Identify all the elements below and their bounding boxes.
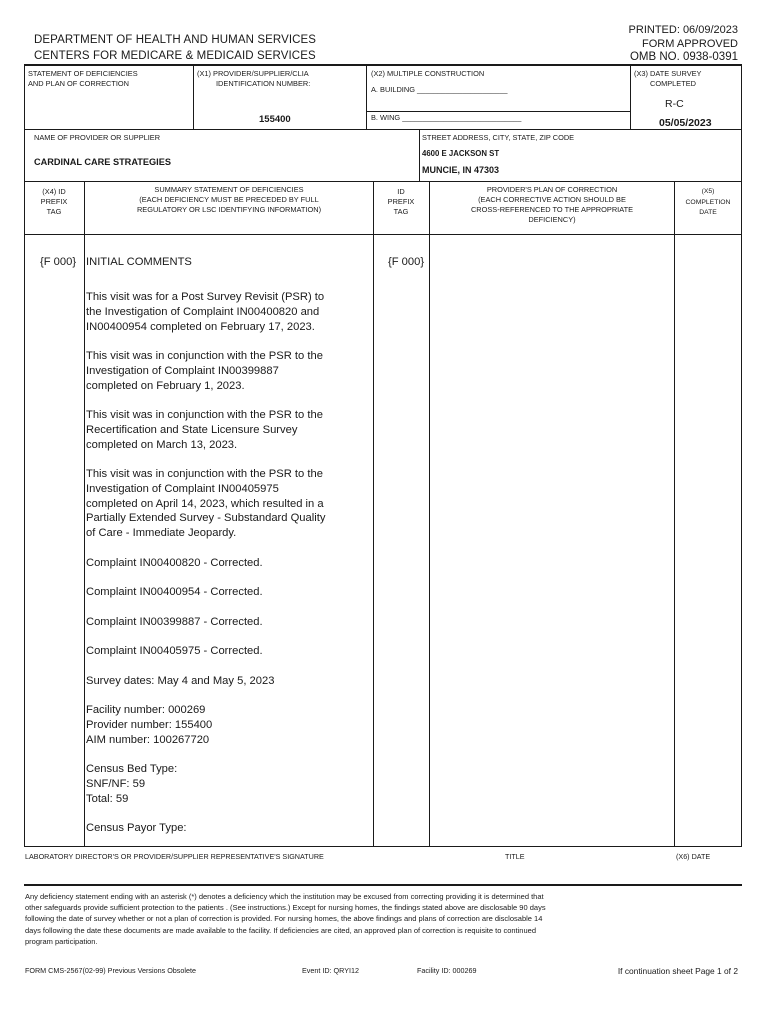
text-line: IN00400954 completed on February 17, 2023. — [86, 320, 315, 333]
disclaimer-line: following the date of survey whether or not a plan of correction is provided. For nursing homes, the above findings and plans of correction are disclosable 14 — [25, 914, 543, 924]
page-indicator: If continuation sheet Page 1 of 2 — [617, 966, 738, 976]
text-line: Survey dates: May 4 and May 5, 2023 — [86, 675, 275, 687]
grid-line — [419, 129, 420, 181]
grid-line — [193, 64, 194, 129]
text-line: This visit was in conjunction with the PSR to the — [86, 468, 323, 480]
entry-title: INITIAL COMMENTS — [86, 256, 192, 268]
id-header — [373, 187, 429, 217]
x1-label-line: IDENTIFICATION NUMBER: — [216, 79, 311, 88]
grid-line — [24, 129, 742, 130]
event-id: Event ID: QRYI12 — [302, 966, 359, 975]
plan-header-line: (EACH CORRECTIVE ACTION SHOULD BE — [478, 195, 626, 204]
completion-header-line: (X5) — [701, 188, 715, 195]
building-field: A. BUILDING ______________________ — [371, 85, 508, 94]
text-line: the Investigation of Complaint IN00400820 and — [86, 305, 320, 318]
facility-numbers — [86, 703, 346, 747]
id-header-line: PREFIX — [387, 197, 415, 206]
text-line: This visit was in conjunction with the PSR to the — [86, 350, 323, 362]
omb-number: OMB NO. 0938-0391 — [629, 51, 738, 63]
grid-line — [24, 846, 742, 847]
census-payor-type — [86, 821, 346, 836]
survey-completed-date: 05/05/2023 — [659, 117, 712, 129]
x2-label: (X2) MULTIPLE CONSTRUCTION — [371, 69, 485, 78]
text-line: Provider number: 155400 — [86, 718, 213, 731]
printed-date: PRINTED: 06/09/2023 — [628, 24, 738, 36]
signature-label: LABORATORY DIRECTOR'S OR PROVIDER/SUPPLIER REPRESENTATIVE'S SIGNATURE — [25, 852, 324, 861]
x4-header-line: TAG — [46, 207, 62, 216]
summary-header-line: REGULATORY OR LSC IDENTIFYING INFORMATION) — [136, 205, 322, 214]
disclaimer-line: other safeguards provide sufficient protection to the patients . (See instructions.) Except for nursing homes, the findings stated above are disclosable 90 days — [25, 903, 546, 913]
text-line: Recertification and State Licensure Survey — [86, 423, 298, 436]
id-header-line: TAG — [393, 207, 409, 216]
grid-line — [84, 181, 85, 846]
text-line: of Care - Immediate Jeopardy. — [86, 527, 237, 540]
provider-name: CARDINAL CARE STRATEGIES — [34, 157, 171, 167]
completion-header-line: COMPLETION — [685, 198, 731, 206]
x1-label — [197, 69, 363, 89]
x3-label — [634, 69, 702, 89]
text-line: completed on March 13, 2023. — [86, 438, 238, 451]
completion-header-line: DATE — [699, 209, 717, 216]
summary-header — [85, 185, 373, 215]
grid-line — [24, 181, 742, 182]
disclaimer-line: days following the date these documents are made available to the facility. If deficiencies are cited, an approved plan of correction is requisite to continued — [25, 925, 536, 935]
grid-line — [24, 234, 742, 235]
text-line: SNF/NF: 59 — [86, 777, 146, 790]
left-prefix-tag: {F 000} — [40, 256, 77, 268]
complaint-status — [86, 644, 346, 659]
plan-header-line: PROVIDER'S PLAN OF CORRECTION — [486, 185, 618, 194]
signature-date-label: (X6) DATE — [676, 852, 711, 861]
completion-date-header — [675, 187, 741, 219]
paragraph-psr-intro — [86, 290, 346, 334]
x4-header-line: PREFIX — [40, 197, 68, 206]
text-line: This visit was for a Post Survey Revisit (PSR) to — [86, 291, 325, 303]
text-line: Complaint IN00399887 - Corrected. — [86, 616, 263, 628]
disclaimer-text — [25, 891, 546, 947]
city-state-zip: MUNCIE, IN 47303 — [422, 165, 500, 175]
text-line: Complaint IN00400954 - Corrected. — [86, 586, 263, 598]
summary-header-line: (EACH DEFICIENCY MUST BE PRECEDED BY FULL — [139, 195, 319, 204]
right-prefix-tag: {F 000} — [388, 256, 425, 268]
title-label: TITLE — [505, 852, 525, 861]
form-id: FORM CMS-2567(02-99) Previous Versions Obsolete — [25, 966, 196, 975]
grid-line — [373, 181, 374, 846]
statement-label-line: AND PLAN OF CORRECTION — [28, 79, 130, 88]
survey-code: R-C — [665, 98, 684, 110]
grid-line — [630, 64, 631, 129]
street-address: 4600 E JACKSON ST — [422, 149, 500, 158]
text-line: Census Payor Type: — [86, 822, 187, 834]
text-line: completed on April 14, 2023, which resulted in a — [86, 497, 324, 510]
address-label: STREET ADDRESS, CITY, STATE, ZIP CODE — [422, 133, 575, 142]
summary-header-line: SUMMARY STATEMENT OF DEFICIENCIES — [154, 185, 304, 194]
text-line: Partially Extended Survey - Substandard Quality — [86, 512, 326, 525]
provider-id-number: 155400 — [259, 114, 291, 125]
x3-label-line: (X3) DATE SURVEY — [634, 69, 702, 78]
provider-name-label: NAME OF PROVIDER OR SUPPLIER — [34, 133, 161, 142]
grid-line — [429, 181, 430, 846]
complaint-status — [86, 556, 346, 571]
x3-label-line: COMPLETED — [650, 79, 696, 88]
complaint-status — [86, 585, 346, 600]
plan-header-line: DEFICIENCY) — [528, 215, 576, 224]
text-line: AIM number: 100267720 — [86, 733, 210, 746]
grid-line — [366, 64, 367, 129]
x4-header-line: (X4) ID — [42, 187, 66, 196]
text-line: Census Bed Type: — [86, 763, 178, 775]
paragraph-complaint-399887 — [86, 349, 346, 393]
grid-top-border — [24, 64, 742, 66]
grid-line — [741, 64, 742, 846]
form-approved: FORM APPROVED — [642, 37, 738, 50]
text-line: This visit was in conjunction with the PSR to the — [86, 409, 323, 421]
form-status-header — [629, 24, 738, 65]
id-header-line: ID — [397, 187, 405, 196]
disclaimer-line: program participation. — [25, 936, 98, 946]
text-line: Investigation of Complaint IN00399887 — [86, 364, 279, 377]
text-line: Complaint IN00400820 - Corrected. — [86, 557, 263, 569]
plan-header-line: CROSS-REFERENCED TO THE APPROPRIATE — [470, 205, 634, 214]
facility-id: Facility ID: 000269 — [417, 966, 477, 975]
statement-label — [28, 69, 138, 89]
grid-line — [24, 884, 742, 886]
x4-header — [24, 187, 84, 217]
census-bed-type — [86, 762, 346, 806]
survey-dates — [86, 674, 346, 689]
text-line: Complaint IN00405975 - Corrected. — [86, 645, 263, 657]
text-line: Investigation of Complaint IN00405975 — [86, 482, 279, 495]
agency-line-2: CENTERS FOR MEDICARE & MEDICAID SERVICES — [34, 50, 316, 62]
grid-line — [674, 181, 675, 846]
grid-line — [366, 111, 630, 112]
disclaimer-line: Any deficiency statement ending with an asterisk (*) denotes a deficiency which the institution may be excused from correcting providing it is determined that — [25, 892, 544, 901]
grid-line — [24, 64, 25, 846]
x1-label-line: (X1) PROVIDER/SUPPLIER/CLIA — [197, 69, 309, 78]
paragraph-recertification — [86, 408, 346, 452]
text-line: Facility number: 000269 — [86, 704, 206, 716]
statement-label-line: STATEMENT OF DEFICIENCIES — [28, 69, 138, 78]
text-line: completed on February 1, 2023. — [86, 379, 245, 392]
paragraph-complaint-405975 — [86, 467, 346, 541]
text-line: Total: 59 — [86, 792, 129, 805]
wing-field: B. WING _____________________________ — [371, 113, 522, 122]
agency-line-1: DEPARTMENT OF HEALTH AND HUMAN SERVICES — [34, 34, 317, 46]
agency-header — [34, 32, 316, 64]
complaint-status — [86, 615, 346, 630]
plan-header — [430, 185, 674, 225]
